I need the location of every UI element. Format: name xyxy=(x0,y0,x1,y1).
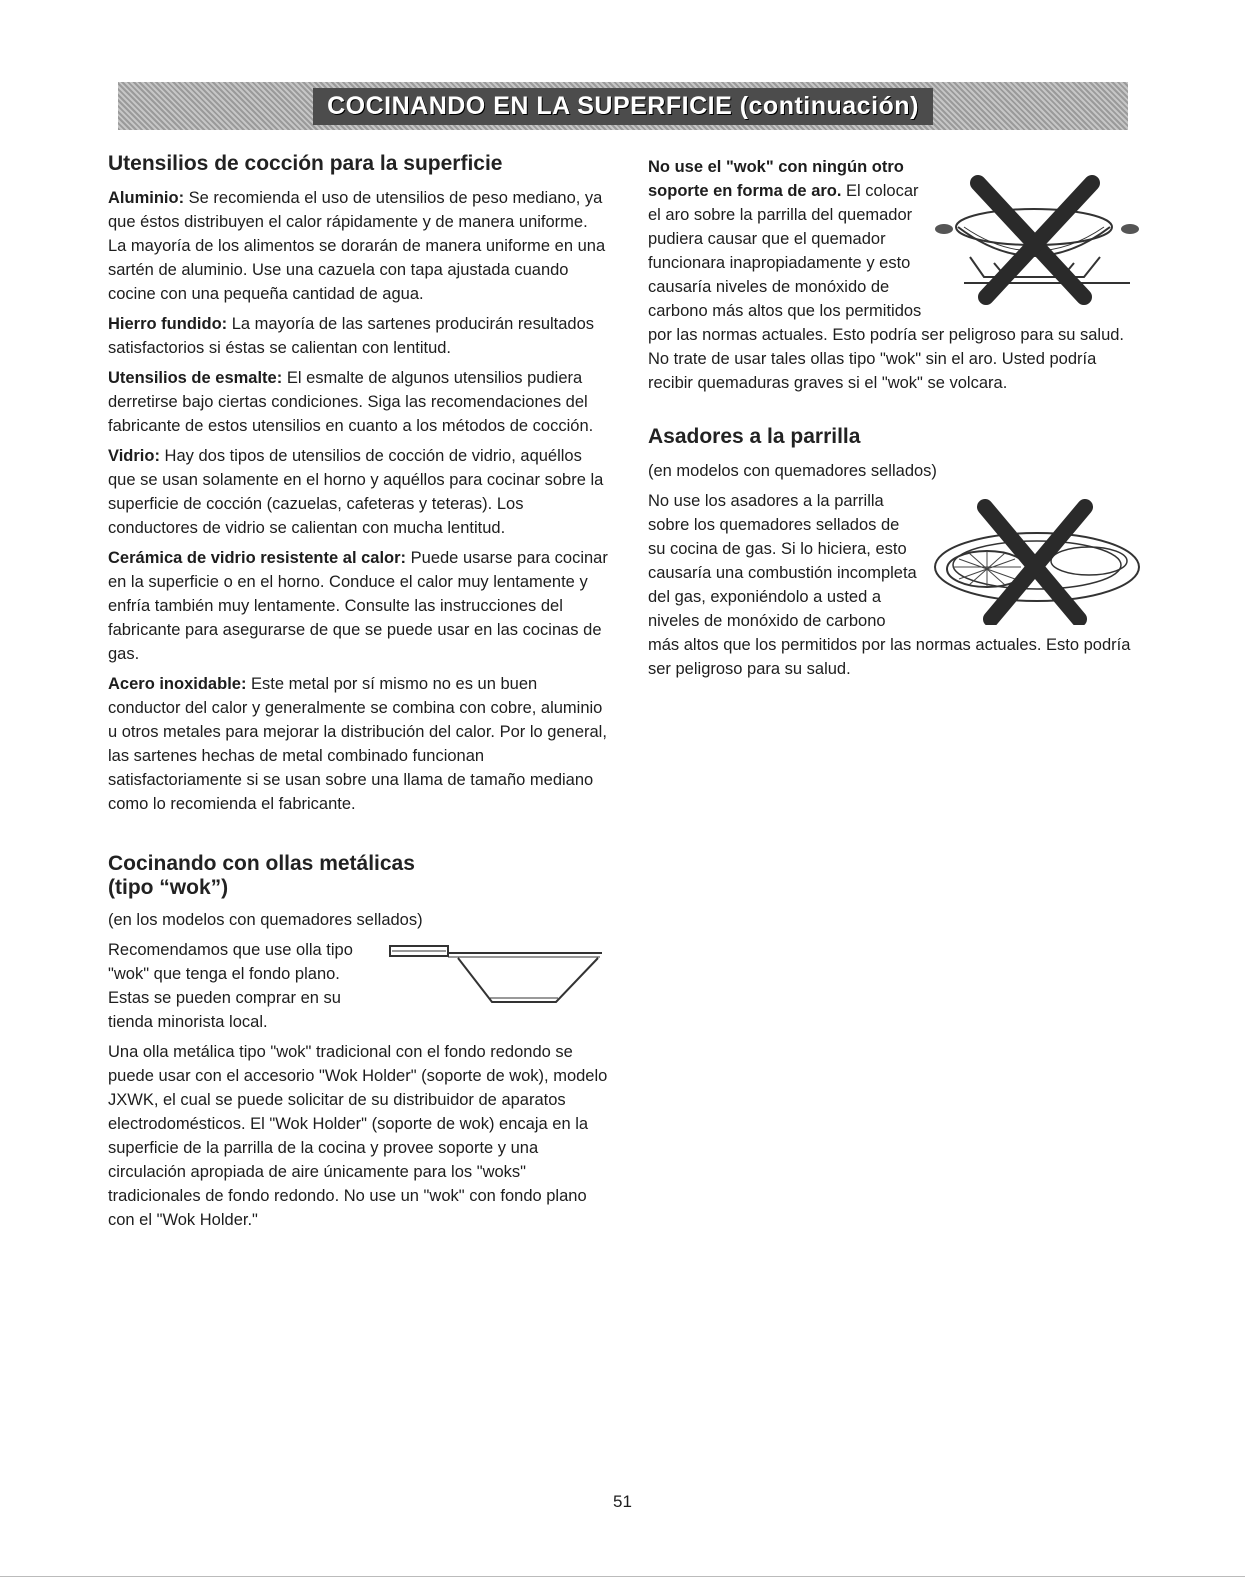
banner-title: COCINANDO EN LA SUPERFICIE (continuación) xyxy=(313,88,933,125)
grill-block xyxy=(648,489,1138,681)
grill-subtitle: (en modelos con quemadores sellados) xyxy=(648,462,937,480)
crossed-out-wok-ring-icon xyxy=(934,165,1144,305)
crossed-out-grill-icon xyxy=(929,495,1144,625)
flat-bottom-wok-icon xyxy=(372,940,612,1012)
grill-warning: No use los asadores a la parrilla sobre los quemadores sellados de su cocina de gas. Si lo hiciera, esto causaría una combustión incompleta del gas, exponiéndolo a usted a niveles de monóxido de carbono más altos que los permitidos por las normas actuales. Esto podría ser peligroso para su salud. xyxy=(648,492,1131,678)
wok-intro: Recomendamos que use olla tipo "wok" que tenga el fondo plano. Estas se pueden comprar en su tienda minorista local. xyxy=(108,941,353,1031)
utensil-ceramica: Cerámica de vidrio resistente al calor: Puede usarse para cocinar en la superficie o en el horno. Conduce el calor muy lentamente y enfría también muy lentamente. Consulte las instrucciones del fabricante para asegurarse de que se puede usar en las cocinas de gas. xyxy=(108,549,608,663)
ring-warning-block xyxy=(648,155,1138,395)
right-column xyxy=(648,155,1138,687)
page-number: 51 xyxy=(613,1492,632,1511)
ring-warning: No use el "wok" con ningún otro soporte en forma de aro. El colocar el aro sobre la parrilla del quemador pudiera causar que el quemador funcionara inapropiadamente y esto causaría niveles de monóxido de carbono más altos que los permitidos por las normas actuales. Esto podría ser peligroso para su salud. No trate de usar tales ollas tipo "wok" sin el aro. Usted podría recibir quemaduras graves si el "wok" se volcara. xyxy=(648,158,1125,392)
utensil-vidrio: Vidrio: Hay dos tipos de utensilios de cocción de vidrio, aquéllos que se usan solamente en el horno y aquéllos para cocinar sobre la superficie de cocción (cazuelas, cafeteras y teteras). Los conductores de vidrio se calientan con mucha lentitud. xyxy=(108,447,604,537)
utensils-heading: Utensilios de cocción para la superficie xyxy=(108,152,503,175)
utensil-hierro: Hierro fundido: La mayoría de las sartenes producirán resultados satisfactorios si éstas se calientan con lentitud. xyxy=(108,315,595,357)
wok-subtitle: (en los modelos con quemadores sellados) xyxy=(108,911,423,929)
grill-heading: Asadores a la parrilla xyxy=(648,425,861,448)
bottom-rule xyxy=(0,1576,1245,1577)
utensil-esmalte: Utensilios de esmalte: El esmalte de algunos utensilios pudiera derretirse bajo ciertas condiciones. Siga las recomendaciones del fabricante de estos utensilios en cuanto a los métodos de cocción. xyxy=(108,369,594,435)
wok-body: Una olla metálica tipo "wok" tradicional con el fondo redondo se puede usar con el accesorio "Wok Holder" (soporte de wok), modelo JXWK, el cual se puede solicitar de su distribuidor de aparatos electrodomésticos. El "Wok Holder" (soporte de wok) encaja en la superficie de la parrilla de la cocina y provee soporte y una circulación apropiada de aire únicamente para los "woks" tradicionales de fondo redondo. No use un "wok" con fondo plano con el "Wok Holder." xyxy=(108,1043,608,1229)
wok-intro-block xyxy=(108,938,608,1034)
wok-heading: Cocinando con ollas metálicas (tipo “wok”) xyxy=(108,852,415,899)
left-column xyxy=(108,152,608,1238)
utensil-aluminio: Aluminio: Se recomienda el uso de utensilios de peso mediano, ya que éstos distribuyen el calor rápidamente y de manera uniforme. La mayoría de los alimentos se dorarán de manera uniforme en una sartén de aluminio. Use una cazuela con tapa ajustada cuando cocine con una pequeña cantidad de agua. xyxy=(108,189,606,303)
utensil-acero: Acero inoxidable: Este metal por sí mismo no es un buen conductor del calor y generalmente se combina con cobre, aluminio u otros metales para mejorar la distribución del calor. Por lo general, las sartenes hechas de metal combinado funcionan satisfactoriamente si se usan sobre una llama de tamaño mediano como lo recomienda el fabricante. xyxy=(108,675,607,813)
section-banner xyxy=(118,82,1128,130)
